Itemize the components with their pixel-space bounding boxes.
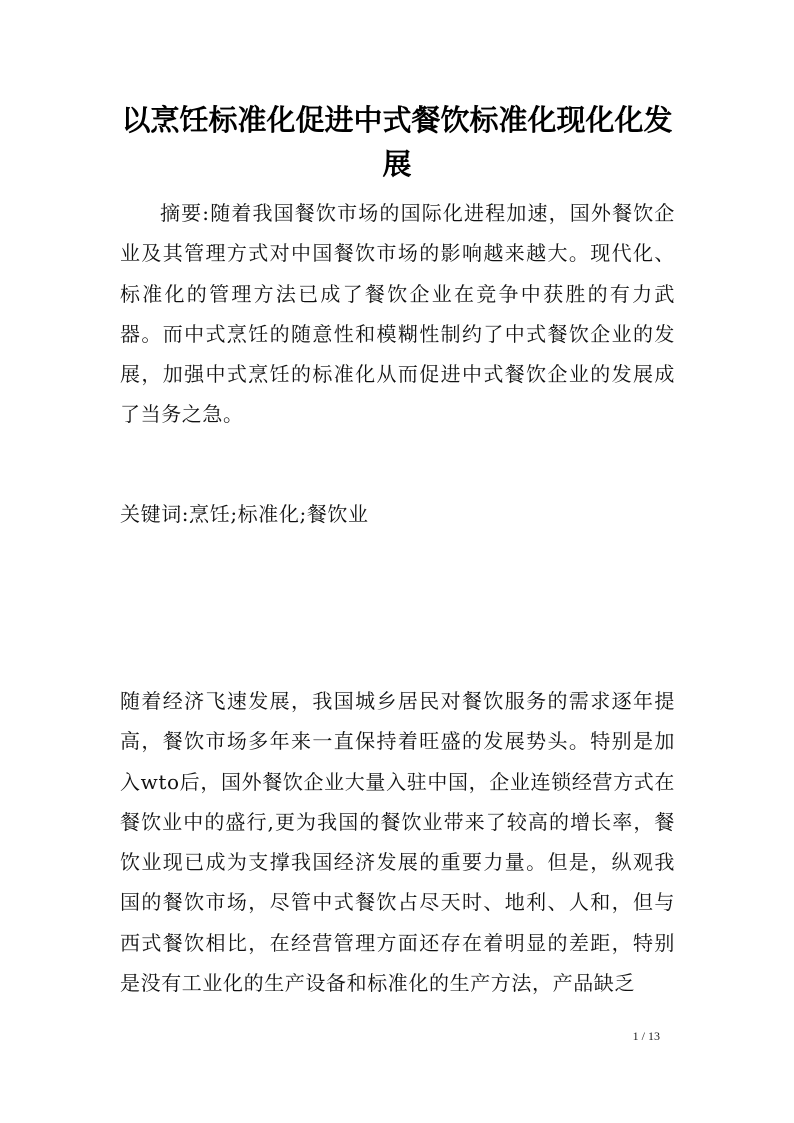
page-number: 1 / 13 — [632, 1029, 660, 1043]
abstract-paragraph: 摘要:随着我国餐饮市场的国际化进程加速，国外餐饮企业及其管理方式对中国餐饮市场的影响越来越大。现代化、标准化的管理方法已成了餐饮企业在竞争中获胜的有力武器。而中式烹饪的随意性和模糊性制约了中式餐饮企业的发展，加强中式烹饪的标准化从而促进中式餐饮企业的发展成了当务之急。 — [120, 201, 675, 427]
document-title: 以烹饪标准化促进中式餐饮标准化现化化发展 — [121, 103, 673, 181]
body-paragraph: 随着经济飞速发展，我国城乡居民对餐饮服务的需求逐年提高，餐饮市场多年来一直保持着旺盛的发展势头。特别是加入wto后，国外餐饮企业大量入驻中国，企业连锁经营方式在餐饮业中的盛行,更为我国的餐饮业带来了较高的增长率，餐饮业现已成为支撑我国经济发展的重要力量。但是，纵观我国的餐饮市场，尽管中式餐饮占尽天时、地利、人和，但与西式餐饮相比，在经营管理方面还存在着明显的差距，特别是没有工业化的生产设备和标准化的生产方法，产品缺乏 — [120, 689, 675, 996]
keywords-line: 关键词:烹饪;标准化;餐饮业 — [120, 502, 369, 526]
